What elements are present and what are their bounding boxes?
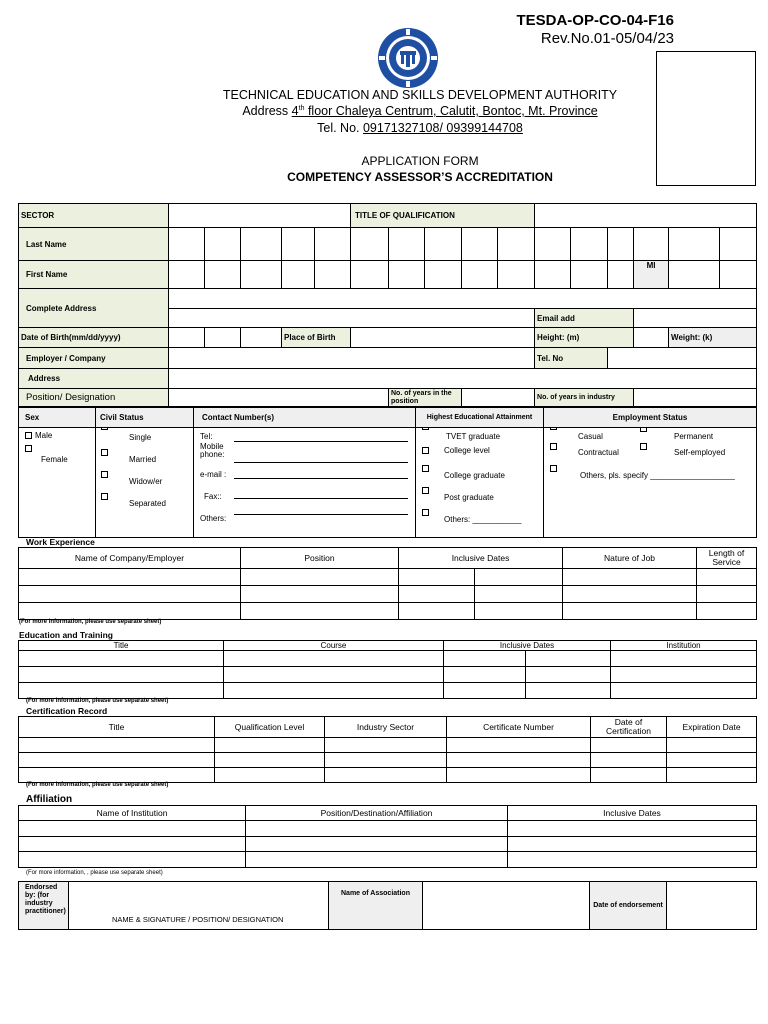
tvet-checkbox[interactable] (422, 428, 429, 431)
table-cell[interactable] (447, 738, 591, 753)
table-cell[interactable] (563, 603, 697, 620)
years-industry-field[interactable] (634, 389, 757, 407)
affiliation-title: Affiliation (26, 794, 73, 805)
table-cell[interactable] (224, 667, 444, 683)
male-label: Male (35, 431, 53, 440)
employment-status-header: Employment Status (544, 408, 757, 428)
separated-checkbox[interactable] (101, 493, 108, 500)
table-cell[interactable] (19, 753, 215, 768)
sex-header: Sex (19, 408, 96, 428)
education-table (18, 640, 757, 699)
table-cell[interactable] (591, 768, 667, 783)
middle-initial-label: MI (634, 261, 669, 289)
weight-label: Weight: (k) (669, 328, 757, 348)
last-name-box[interactable] (389, 228, 425, 261)
first-name-box[interactable] (425, 261, 462, 289)
table-cell[interactable] (224, 651, 444, 667)
others-edu-checkbox[interactable] (422, 509, 429, 516)
certification-note: (For more information, please use separate sheet) (26, 782, 169, 788)
table-cell[interactable] (526, 651, 611, 667)
first-name-box[interactable] (241, 261, 282, 289)
date-of-birth-label: Date of Birth(mm/dd/yyyy) (19, 328, 169, 348)
first-name-box[interactable] (389, 261, 425, 289)
first-name-box[interactable] (535, 261, 571, 289)
table-cell[interactable] (19, 837, 246, 852)
table-cell[interactable] (475, 603, 563, 620)
table-cell[interactable] (19, 651, 224, 667)
work-header-nature: Nature of Job (563, 548, 697, 569)
edu-header-dates: Inclusive Dates (444, 641, 611, 651)
table-cell[interactable] (19, 603, 241, 620)
female-label: Female (41, 455, 68, 464)
table-cell[interactable] (526, 667, 611, 683)
casual-label: Casual (578, 432, 603, 441)
college-grad-checkbox[interactable] (422, 465, 429, 472)
edu-header-title: Title (19, 641, 224, 651)
education-note: (For more information, please use separate sheet) (26, 698, 169, 704)
last-name-box[interactable] (425, 228, 462, 261)
table-cell[interactable] (508, 852, 757, 868)
table-cell[interactable] (215, 753, 325, 768)
work-experience-title: Work Experience (26, 537, 95, 547)
widow-checkbox[interactable] (101, 471, 108, 478)
married-checkbox[interactable] (101, 449, 108, 456)
contractual-label: Contractual (578, 448, 619, 457)
post-grad-checkbox[interactable] (422, 487, 429, 494)
last-name-box[interactable] (720, 228, 757, 261)
tesda-seal-logo (377, 27, 439, 89)
last-name-box[interactable] (205, 228, 241, 261)
table-cell[interactable] (697, 603, 757, 620)
table-cell[interactable] (246, 837, 508, 852)
work-header-dates: Inclusive Dates (399, 548, 563, 569)
table-cell[interactable] (508, 821, 757, 837)
aff-header-institution: Name of Institution (19, 806, 246, 821)
others-emp-label: Others, pls. specify ___________________ (580, 471, 735, 480)
work-header-length: Length of Service (697, 548, 757, 569)
years-position-label: No. of years in the position (389, 389, 462, 407)
tvet-label: TVET graduate (446, 432, 501, 441)
table-cell[interactable] (399, 586, 475, 603)
mobile-label: Mobile phone: (200, 442, 225, 459)
permanent-checkbox[interactable] (640, 428, 647, 433)
fax-label: Fax:: (204, 492, 222, 501)
table-cell[interactable] (508, 837, 757, 852)
complete-address-field-2[interactable] (169, 309, 535, 328)
table-cell[interactable] (399, 603, 475, 620)
table-cell[interactable] (241, 603, 399, 620)
self-employed-label: Self-employed (674, 448, 726, 457)
single-checkbox[interactable] (101, 428, 108, 431)
self-employed-checkbox[interactable] (640, 443, 647, 450)
tel-no-label: Tel. No (535, 348, 608, 369)
education-options (416, 428, 544, 538)
last-name-box[interactable] (608, 228, 634, 261)
form-code: TESDA-OP-CO-04-F16 (516, 12, 674, 29)
cert-header-number: Certificate Number (447, 717, 591, 738)
others-contact-label: Others: (200, 514, 227, 523)
first-name-box[interactable] (205, 261, 241, 289)
table-cell[interactable] (697, 569, 757, 586)
last-name-box[interactable] (462, 228, 498, 261)
table-cell[interactable] (19, 667, 224, 683)
civil-status-header: Civil Status (96, 408, 194, 428)
table-cell[interactable] (563, 569, 697, 586)
table-cell[interactable] (215, 768, 325, 783)
table-cell[interactable] (526, 683, 611, 699)
dob-box[interactable] (169, 328, 205, 348)
association-field[interactable] (423, 882, 590, 930)
first-name-box[interactable] (282, 261, 315, 289)
email-field[interactable] (634, 309, 757, 328)
table-cell[interactable] (19, 569, 241, 586)
employer-label: Employer / Company (19, 348, 169, 369)
last-name-box[interactable] (535, 228, 571, 261)
dob-box[interactable] (241, 328, 282, 348)
aff-header-position: Position/Destination/Affiliation (246, 806, 508, 821)
civil-status-options (96, 428, 194, 538)
position-field[interactable] (169, 389, 389, 407)
table-cell[interactable] (325, 753, 447, 768)
table-cell[interactable] (611, 683, 757, 699)
complete-address-field[interactable] (169, 289, 757, 309)
table-cell[interactable] (246, 821, 508, 837)
sector-label: SECTOR (19, 204, 169, 228)
personal-info-table (18, 203, 757, 407)
certification-table (18, 716, 757, 783)
table-cell[interactable] (19, 821, 246, 837)
first-name-box[interactable] (498, 261, 535, 289)
last-name-box[interactable] (351, 228, 389, 261)
dob-box[interactable] (205, 328, 241, 348)
table-cell[interactable] (241, 569, 399, 586)
cert-header-expiration: Expiration Date (667, 717, 757, 738)
first-name-box[interactable] (169, 261, 205, 289)
years-position-field[interactable] (462, 389, 535, 407)
edu-header-course: Course (224, 641, 444, 651)
table-cell[interactable] (444, 651, 526, 667)
separated-label: Separated (129, 499, 166, 508)
signature-caption: NAME & SIGNATURE / POSITION/ DESIGNATION (112, 915, 284, 924)
first-name-box[interactable] (571, 261, 608, 289)
cert-header-level: Qualification Level (215, 717, 325, 738)
email-label: Email add (535, 309, 634, 328)
email-line[interactable] (234, 471, 408, 479)
last-name-box[interactable] (282, 228, 315, 261)
last-name-label: Last Name (19, 228, 169, 261)
table-cell[interactable] (19, 852, 246, 868)
table-cell[interactable] (667, 753, 757, 768)
single-label: Single (129, 433, 152, 442)
height-field[interactable] (634, 328, 669, 348)
first-name-label: First Name (19, 261, 169, 289)
male-checkbox[interactable] (25, 432, 32, 439)
college-level-label: College level (444, 446, 490, 455)
status-table (18, 407, 757, 538)
last-name-box[interactable] (169, 228, 205, 261)
post-grad-label: Post graduate (444, 493, 494, 502)
endorsed-by-label: Endorsed by: (for industry practitioner) (19, 882, 69, 930)
fax-line[interactable] (234, 491, 408, 499)
table-cell[interactable] (19, 586, 241, 603)
last-name-box[interactable] (634, 228, 669, 261)
table-cell[interactable] (325, 768, 447, 783)
endorsement-table (18, 881, 757, 930)
college-level-checkbox[interactable] (422, 447, 429, 454)
last-name-box[interactable] (241, 228, 282, 261)
place-of-birth-label: Place of Birth (282, 328, 351, 348)
last-name-box[interactable] (498, 228, 535, 261)
female-checkbox[interactable] (25, 445, 32, 452)
first-name-box[interactable] (351, 261, 389, 289)
table-cell[interactable] (563, 586, 697, 603)
association-label: Name of Association (329, 882, 423, 930)
table-cell[interactable] (475, 586, 563, 603)
email-contact-label: e-mail : (200, 470, 227, 479)
table-cell[interactable] (447, 768, 591, 783)
education-header: Highest Educational Attainment (416, 408, 544, 428)
employment-options (544, 428, 757, 538)
work-experience-table (18, 547, 757, 620)
married-label: Married (129, 455, 157, 464)
height-label: Height: (m) (535, 328, 634, 348)
table-cell[interactable] (667, 768, 757, 783)
table-cell[interactable] (399, 569, 475, 586)
contractual-checkbox[interactable] (550, 443, 557, 450)
table-cell[interactable] (444, 667, 526, 683)
table-cell[interactable] (611, 651, 757, 667)
middle-initial-box[interactable] (720, 261, 757, 289)
work-header-position: Position (241, 548, 399, 569)
tel-label: Tel: (200, 432, 213, 441)
table-cell[interactable] (667, 738, 757, 753)
mobile-line-2[interactable] (234, 455, 408, 463)
tel-no-field[interactable] (608, 348, 757, 369)
table-cell[interactable] (697, 586, 757, 603)
endorsement-date-field[interactable] (667, 882, 757, 930)
cert-header-sector: Industry Sector (325, 717, 447, 738)
employer-field[interactable] (169, 348, 535, 369)
table-cell[interactable] (246, 852, 508, 868)
form-type: APPLICATION FORM (361, 154, 479, 168)
employer-address-field[interactable] (169, 369, 757, 389)
cert-header-date: Date of Certification (591, 717, 667, 738)
endorsement-date-label: Date of endorsement (590, 882, 667, 930)
first-name-box[interactable] (462, 261, 498, 289)
work-note: (For more information, please use separate sheet) (19, 619, 162, 625)
complete-address-label: Complete Address (19, 289, 169, 328)
table-cell[interactable] (19, 683, 224, 699)
last-name-box[interactable] (315, 228, 351, 261)
table-cell[interactable] (444, 683, 526, 699)
last-name-box[interactable] (669, 228, 720, 261)
contact-numbers (194, 428, 416, 538)
agency-telephone: Tel. No. 09171327108/ 09399144708 (317, 121, 523, 135)
place-of-birth-field[interactable] (351, 328, 535, 348)
sector-field[interactable] (169, 204, 351, 228)
employer-address-label: Address (19, 369, 169, 389)
casual-checkbox[interactable] (550, 428, 557, 431)
widow-label: Widow/er (129, 477, 163, 486)
affiliation-note: (For more information, , please use separate sheet) (26, 870, 163, 876)
revision-number: Rev.No.01-05/04/23 (540, 30, 674, 47)
edu-header-institution: Institution (611, 641, 757, 651)
others-emp-checkbox[interactable] (550, 465, 557, 472)
years-industry-label: No. of years in industry (535, 389, 634, 407)
others-edu-label: Others: ___________ (444, 515, 522, 524)
first-name-box[interactable] (608, 261, 634, 289)
last-name-box[interactable] (571, 228, 608, 261)
mobile-line[interactable] (234, 434, 408, 442)
table-cell[interactable] (591, 753, 667, 768)
table-cell[interactable] (325, 738, 447, 753)
position-label: Position/ Designation (19, 389, 169, 407)
contact-numbers-header: Contact Number(s) (194, 408, 416, 428)
table-cell[interactable] (241, 586, 399, 603)
aff-header-dates: Inclusive Dates (508, 806, 757, 821)
table-cell[interactable] (591, 738, 667, 753)
table-cell[interactable] (215, 738, 325, 753)
form-title: COMPETENCY ASSESSOR’S ACCREDITATION (287, 170, 553, 184)
others-line[interactable] (234, 507, 408, 515)
agency-name: TECHNICAL EDUCATION AND SKILLS DEVELOPMENT AUTHORITY (222, 88, 618, 102)
sex-options (19, 428, 96, 538)
agency-address: Address 4th floor Chaleya Centrum, Calutit, Bontoc, Mt. Province (242, 104, 598, 118)
cert-header-title: Title (19, 717, 215, 738)
education-title: Education and Training (19, 630, 113, 640)
college-grad-label: College graduate (444, 471, 505, 480)
table-cell[interactable] (447, 753, 591, 768)
work-header-company: Name of Company/Employer (19, 548, 241, 569)
affiliation-table (18, 805, 757, 868)
table-cell[interactable] (224, 683, 444, 699)
table-cell[interactable] (19, 768, 215, 783)
endorser-signature-field[interactable] (69, 882, 329, 930)
middle-initial-box[interactable] (669, 261, 720, 289)
permanent-label: Permanent (674, 432, 714, 441)
title-qualification-label: TITLE OF QUALIFICATION (351, 204, 535, 228)
title-qualification-field[interactable] (535, 204, 757, 228)
table-cell[interactable] (475, 569, 563, 586)
table-cell[interactable] (611, 667, 757, 683)
certification-title: Certification Record (26, 706, 108, 716)
table-cell[interactable] (19, 738, 215, 753)
first-name-box[interactable] (315, 261, 351, 289)
